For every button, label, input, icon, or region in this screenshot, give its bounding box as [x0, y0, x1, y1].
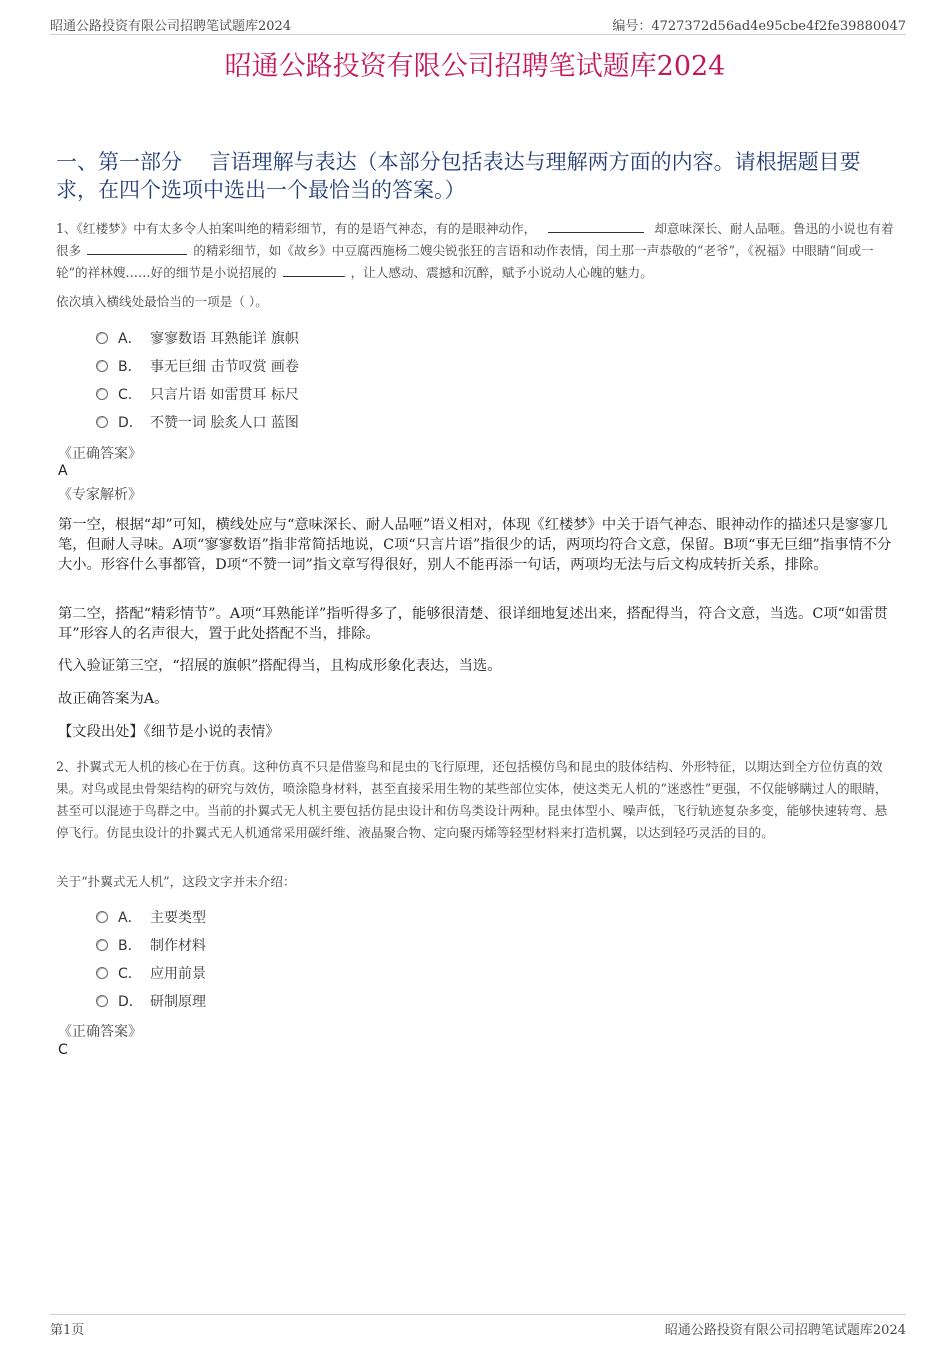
page-footer	[50, 1314, 906, 1338]
q1-explanation-3: 代入验证第三空，“招展的旗帜”搭配得当，且构成形象化表达，当选。	[58, 658, 502, 674]
page-number: 第1页	[50, 1323, 85, 1338]
radio-button-icon[interactable]	[96, 360, 108, 372]
q1-analysis-label: 《专家解析》	[58, 487, 142, 503]
q1-blank-2	[87, 240, 187, 255]
q1-stem: 1、《红楼梦》中有太多令人拍案叫绝的精彩细节，有的是语气神态，有的是眼神动作， 却意味深长、耐人品咂。鲁迅的小说也有着很多 的精彩细节，如《故乡》中豆腐西施杨二嫂尖锐张狂的言语和动作表情，闰土那一声恭敬的“老爷”，《祝福》中眼睛“间或一轮”的祥林嫂……好的细节是小说招展的 ，让人感动、震撼和沉醉，赋予小说动人心魄的魅力。	[56, 218, 894, 284]
radio-button-icon[interactable]	[96, 416, 108, 428]
radio-button-icon[interactable]	[96, 995, 108, 1007]
q2-answer-label: 《正确答案》	[58, 1024, 142, 1040]
radio-button-icon[interactable]	[96, 939, 108, 951]
q2-option-a[interactable]: A． 主要类型	[96, 906, 206, 928]
header-doc-title: 昭通公路投资有限公司招聘笔试题库2024	[50, 19, 292, 34]
q1-blank-1	[548, 218, 644, 233]
q1-option-b[interactable]: B． 事无巨细 击节叹赏 画卷	[96, 355, 299, 377]
radio-button-icon[interactable]	[96, 332, 108, 344]
q2-stem: 2、扑翼式无人机的核心在于仿真。这种仿真不只是借鉴鸟和昆虫的飞行原理，还包括模仿鸟和昆虫的肢体结构、外形特征，以期达到全方位仿真的效果。对鸟或昆虫骨架结构的研究与效仿，喷涂隐身材料，甚至直接采用生物的某些部位实体，使这类无人机的“迷惑性”更强，不仅能够瞒过人的眼睛，甚至可以混迹于鸟群之中。当前的扑翼式无人机主要包括仿昆虫设计和仿鸟类设计两种。昆虫体型小、噪声低，飞行轨迹复杂多变，能够快速转弯、悬停飞行。仿昆虫设计的扑翼式无人机通常采用碳纤维、液晶聚合物、定向聚丙烯等轻型材料来打造机翼，以达到轻巧灵活的目的。	[56, 759, 888, 840]
q2-option-d[interactable]: D． 研制原理	[96, 990, 206, 1012]
radio-button-icon[interactable]	[96, 911, 108, 923]
radio-button-icon[interactable]	[96, 967, 108, 979]
page-title: 昭通公路投资有限公司招聘笔试题库2024	[224, 51, 726, 82]
q1-prompt: 依次填入横线处最恰当的一项是（ ）。	[56, 294, 268, 309]
q2-option-c[interactable]: C． 应用前景	[96, 962, 206, 984]
q1-explanation-2: 第二空，搭配“精彩情节”。A项“耳熟能详”指听得多了，能够很清楚、很详细地复述出来，搭配得当，符合文意，当选。C项“如雷贯耳”形容人的名声很大，置于此处搭配不当，排除。	[58, 606, 888, 642]
q1-option-c[interactable]: C． 只言片语 如雷贯耳 标尺	[96, 383, 299, 405]
page-header	[50, 14, 906, 35]
section-heading: 一、第一部分 言语理解与表达（本部分包括表达与理解两方面的内容。请根据题目要求，在四个选项中选出一个最恰当的答案。）	[56, 150, 861, 202]
q1-option-a[interactable]: A． 寥寥数语 耳熟能详 旗帜	[96, 327, 299, 349]
q1-explanation-4: 故正确答案为A。	[58, 691, 169, 707]
q2-answer: C	[58, 1042, 68, 1058]
q2-option-b[interactable]: B． 制作材料	[96, 934, 206, 956]
footer-doc-title: 昭通公路投资有限公司招聘笔试题库2024	[664, 1323, 906, 1338]
radio-button-icon[interactable]	[96, 388, 108, 400]
header-doc-id: 编号：4727372d56ad4e95cbe4f2fe39880047	[612, 19, 906, 34]
q1-answer: A	[58, 463, 68, 479]
q1-blank-3	[283, 262, 345, 277]
q1-option-d[interactable]: D． 不赞一词 脍炙人口 蓝图	[96, 411, 299, 433]
q1-explanation-1: 第一空，根据“却”可知，横线处应与“意味深长、耐人品咂”语义相对，体现《红楼梦》中关于语气神态、眼神动作的描述只是寥寥几笔，但耐人寻味。A项“寥寥数语”指非常简括地说，C项“只言片语”指很少的话，两项均符合文意，保留。B项“事无巨细”指事情不分大小。形容什么事都管，D项“不赞一词”指文章写得很好，别人不能再添一句话，两项均无法与后文构成转折关系，排除。	[58, 517, 892, 573]
q1-answer-label: 《正确答案》	[58, 446, 142, 462]
q2-prompt: 关于“扑翼式无人机”，这段文字并未介绍：	[56, 874, 296, 889]
q1-source: 【文段出处】《细节是小说的表情》	[58, 724, 280, 740]
